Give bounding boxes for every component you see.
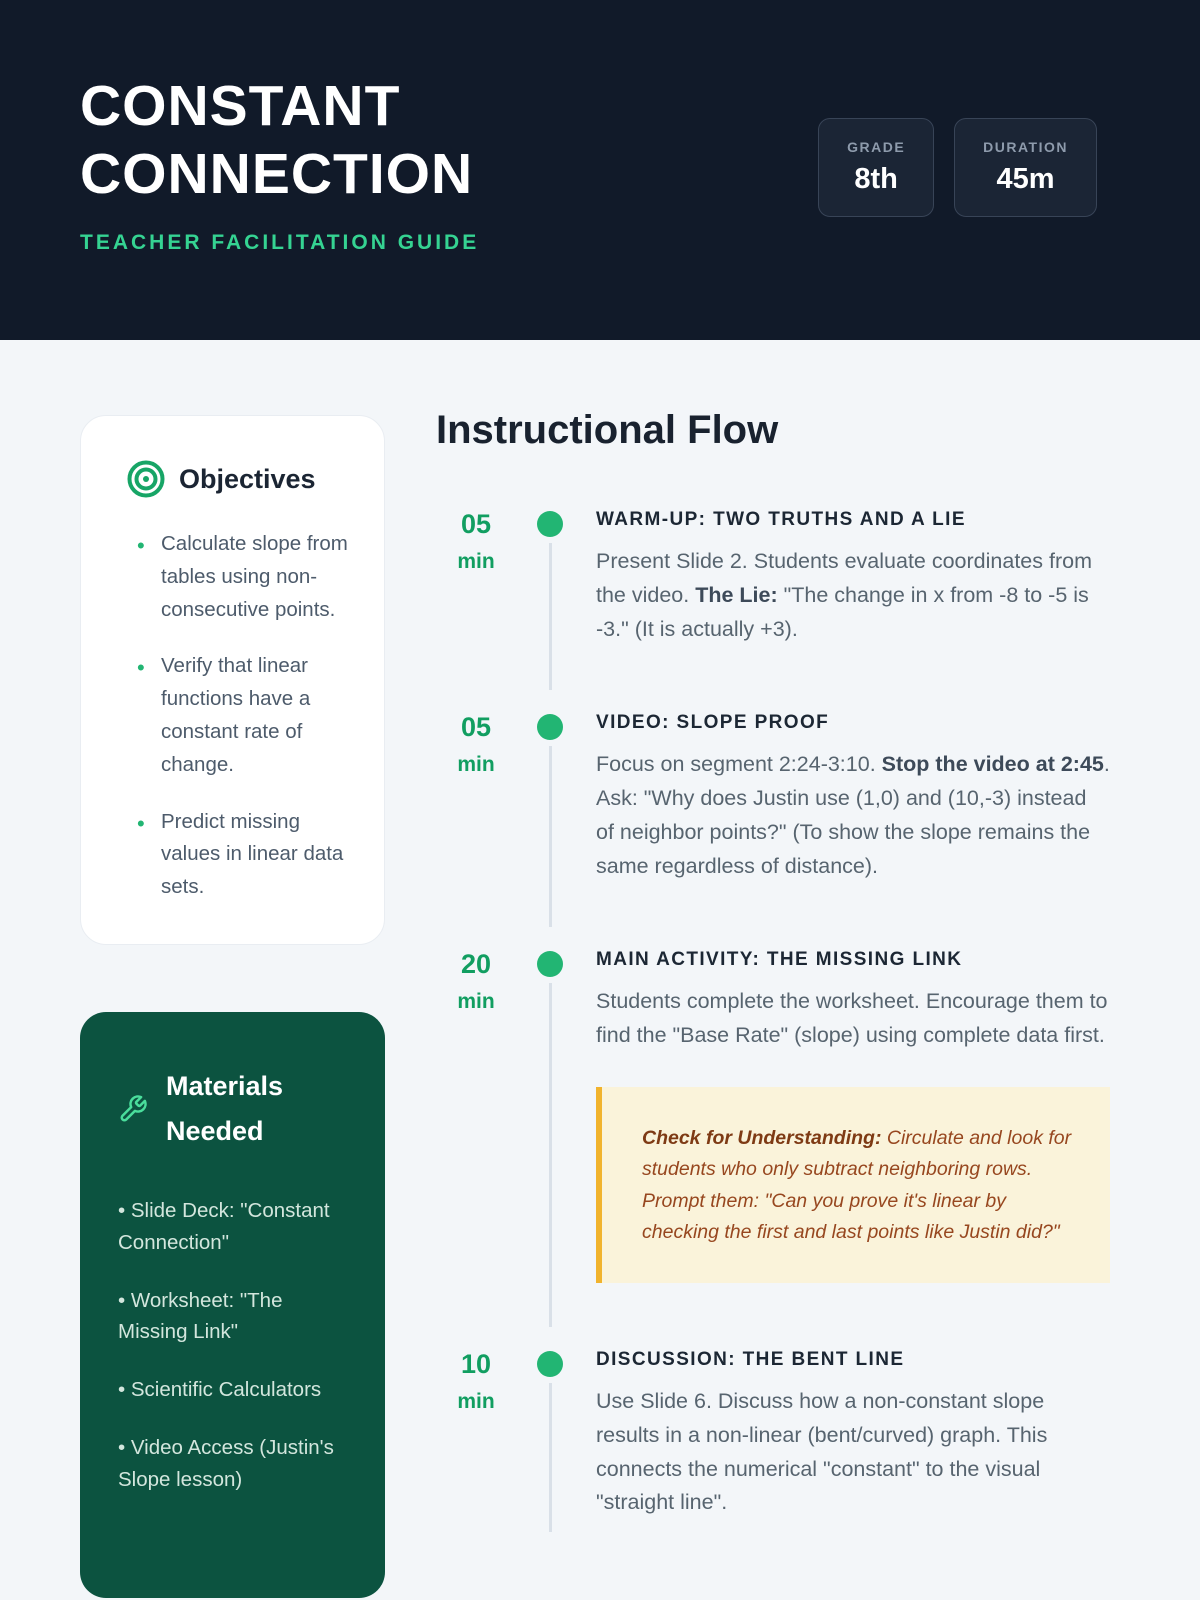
callout-text: Circulate and look for students who only subtract neighboring rows. Prompt them: "Can you prove it's linear by checking the first and last points like Justin did?" [642,1126,1072,1244]
flow-step-video [436,708,1110,945]
material-item: • Video Access (Justin's Slope lesson) [118,1432,347,1496]
objectives-title-row [127,460,348,498]
materials-title-row [118,1064,347,1153]
timeline-dot [537,951,563,977]
duration-badge-value: 45m [996,163,1055,195]
step-time [436,945,516,1345]
step-heading: DISCUSSION: THE BENT LINE [596,1349,905,1371]
step-heading: WARM-UP: TWO TRUTHS AND A LIE [596,509,966,530]
objective-item: • Predict missing values in linear data sets. [131,806,348,904]
target-icon [127,460,165,498]
material-item: • Worksheet: "The Missing Link" [118,1285,347,1349]
instructional-flow [436,408,1110,1550]
timeline-marker [537,1345,563,1550]
flow-step-warm-up [436,505,1110,708]
duration-badge-label: DURATION [983,139,1068,155]
step-time-unit: min [457,990,495,1014]
step-heading: MAIN ACTIVITY: THE MISSING LINK [596,949,963,971]
step-time-unit: min [457,753,495,777]
step-time-unit: min [457,1390,495,1414]
timeline-line [549,746,552,927]
flow-step-main-activity [436,945,1110,1345]
materials-card [80,1012,385,1598]
step-time [436,1345,516,1550]
step-content [596,505,1110,708]
grade-badge-value: 8th [854,163,898,195]
step-body: Use Slide 6. Discuss how a non-constant slope results in a non-linear (bent/curved) graph. This connects the numerical "constant" to the visual "straight line". [596,1389,1048,1515]
timeline-dot [537,714,563,740]
step-content [596,1345,1110,1550]
page-title-line2: CONNECTION [80,142,474,207]
header [0,0,1200,340]
wrench-icon [118,1094,148,1124]
materials-title: Materials Needed [166,1071,284,1146]
check-for-understanding-callout [596,1087,1110,1283]
step-time [436,708,516,945]
objectives-title: Objectives [179,463,316,494]
step-content [596,708,1110,945]
callout-lead: Check for Understanding: [642,1126,882,1149]
page-subtitle: TEACHER FACILITATION GUIDE [80,230,480,254]
step-body: Focus on segment 2:24-3:10. Stop the video at 2:45. Ask: "Why does Justin use (1,0) and (10,-3) instead of neighbor points?" (To show the slope remains the same regardless of distance). [596,752,1110,878]
objective-item: • Calculate slope from tables using non-consecutive points. [131,528,348,626]
flow-title: Instructional Flow [436,408,779,452]
header-badges [818,118,1097,217]
timeline-marker [537,505,563,708]
step-time [436,505,516,708]
timeline-marker [537,945,563,1345]
objectives-list [117,528,348,904]
step-content [596,945,1110,1345]
step-time-value: 20 [460,949,492,980]
page-title-line1: CONSTANT [80,74,401,138]
objective-item: • Verify that linear functions have a constant rate of change. [131,650,348,781]
page-title [80,72,479,209]
step-time-value: 10 [460,1349,492,1380]
step-time-value: 05 [460,712,492,743]
duration-badge [954,118,1097,217]
timeline-line [549,1383,552,1532]
timeline-marker [537,708,563,945]
timeline-line [549,983,552,1327]
title-block [80,72,479,255]
step-time-value: 05 [460,509,492,539]
grade-badge-label: GRADE [847,139,906,155]
timeline-line [549,543,552,690]
objectives-card [80,415,385,945]
step-body: Students complete the worksheet. Encourage them to find the "Base Rate" (slope) using complete data first. [596,989,1108,1047]
timeline-dot [537,511,563,537]
timeline-dot [537,1351,563,1377]
grade-badge [818,118,934,217]
material-item: • Slide Deck: "Constant Connection" [118,1195,347,1259]
materials-list [118,1195,347,1495]
flow-step-discussion [436,1345,1110,1550]
material-item: • Scientific Calculators [118,1374,347,1406]
step-heading: VIDEO: SLOPE PROOF [596,712,830,734]
step-time-unit: min [457,550,495,573]
step-body: Present Slide 2. Students evaluate coordinates from the video. The Lie: "The change in x from -8 to -5 is -3." (It is actually +3). [596,549,1092,641]
